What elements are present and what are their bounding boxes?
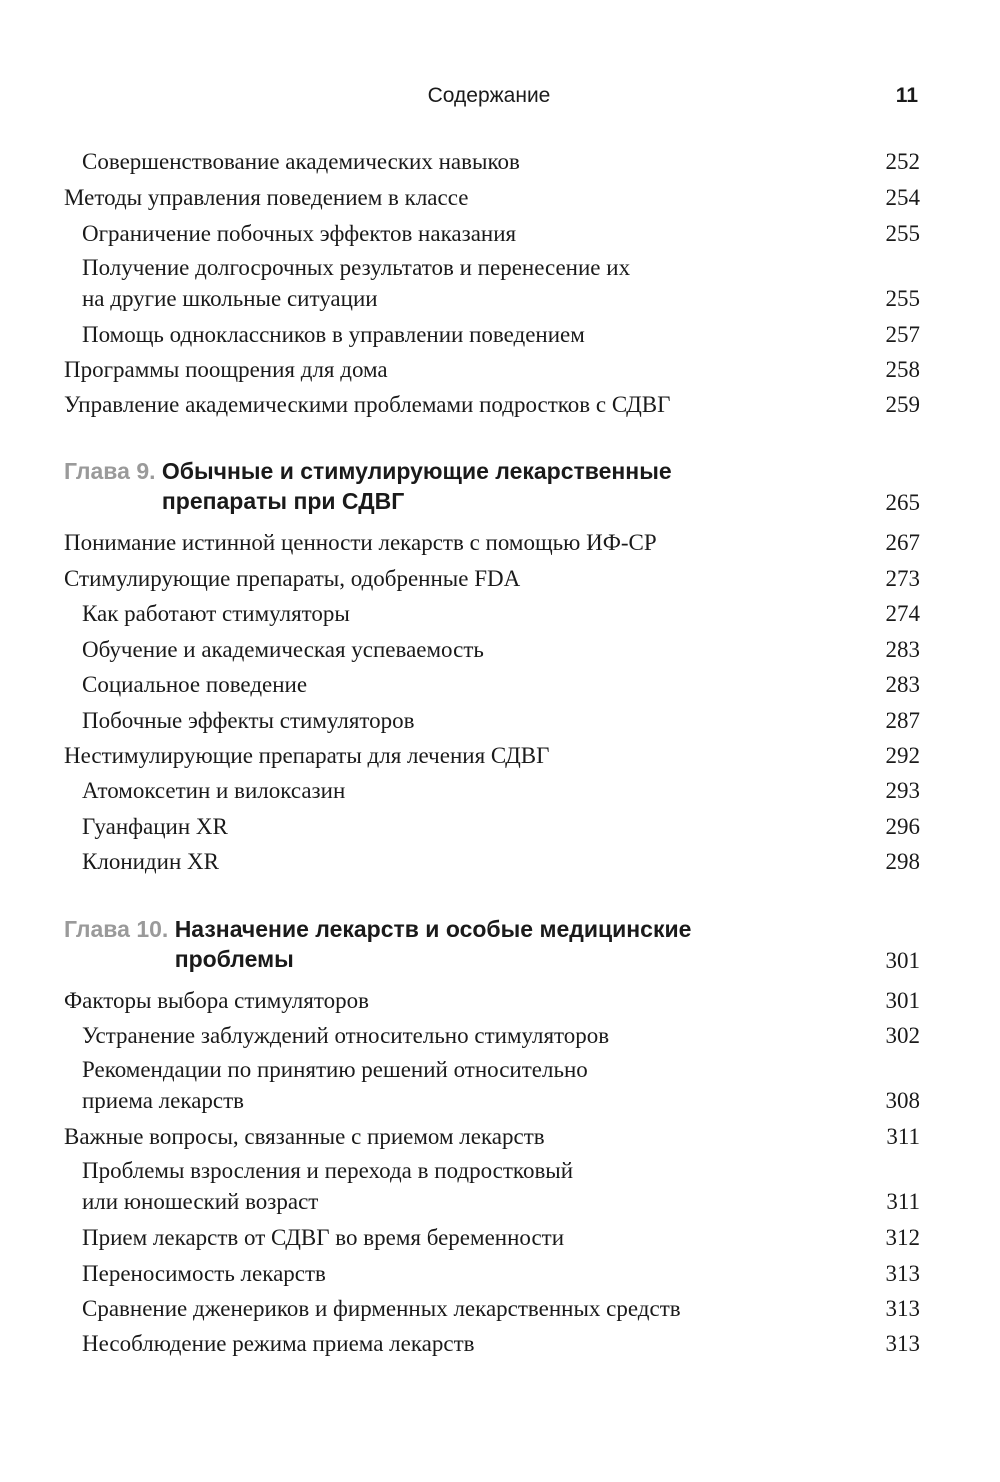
toc-entry-page: 252 bbox=[885, 149, 920, 174]
toc-entry-page: 293 bbox=[885, 778, 920, 803]
toc-entry-title: Совершенствование академических навыков bbox=[82, 149, 520, 174]
toc-entry-page: 254 bbox=[885, 185, 920, 210]
toc-entry-page: 296 bbox=[885, 814, 920, 839]
toc-entry-page: 273 bbox=[885, 566, 920, 591]
toc-entry-title-line1: Получение долгосрочных результатов и перенесение их bbox=[82, 255, 631, 280]
toc-entry bbox=[82, 1256, 920, 1291]
toc-entry-page: 312 bbox=[885, 1225, 920, 1250]
running-title: Содержание bbox=[427, 84, 551, 107]
toc-entry bbox=[64, 983, 920, 1018]
toc-entry bbox=[82, 216, 920, 251]
toc-entry bbox=[64, 352, 920, 387]
toc-entry-page: 255 bbox=[885, 286, 920, 311]
toc-entry-title: Прием лекарств от СДВГ во время беременности bbox=[82, 1225, 565, 1250]
toc-entry-page: 274 bbox=[885, 601, 920, 626]
toc-entry bbox=[82, 773, 920, 808]
toc-entry bbox=[82, 317, 920, 352]
toc-entry-title-line1: Рекомендации по принятию решений относительно bbox=[82, 1057, 588, 1082]
toc-entry bbox=[64, 180, 920, 215]
toc-entry bbox=[82, 144, 920, 179]
toc-entry bbox=[82, 1291, 920, 1326]
toc-entry-title: Клонидин XR bbox=[82, 849, 219, 874]
toc-entry bbox=[82, 252, 920, 314]
toc-entry-title: Побочные эффекты стимуляторов bbox=[82, 708, 415, 733]
toc-entry-title: Управление академическими проблемами подростков с СДВГ bbox=[64, 392, 671, 417]
toc-entry bbox=[82, 844, 920, 879]
toc-entry bbox=[82, 1220, 920, 1255]
toc-entry-page: 267 bbox=[885, 530, 920, 555]
toc-entry-title-line2: приема лекарств bbox=[82, 1088, 245, 1113]
toc-entry-title: Сравнение дженериков и фирменных лекарственных средств bbox=[82, 1296, 681, 1321]
chapter-page: 301 bbox=[885, 948, 920, 973]
toc-entry bbox=[64, 561, 920, 596]
toc-entry bbox=[82, 1155, 920, 1217]
toc-entry-title: Факторы выбора стимуляторов bbox=[64, 988, 369, 1013]
toc-entry-title-line1: Проблемы взросления и перехода в подростковый bbox=[82, 1158, 574, 1183]
chapter-page: 265 bbox=[885, 490, 920, 515]
toc-entry-title: Методы управления поведением в классе bbox=[64, 185, 469, 210]
toc-entry-title: Атомоксетин и вилоксазин bbox=[82, 778, 346, 803]
toc-entry bbox=[82, 596, 920, 631]
toc-entry-title: Помощь одноклассников в управлении поведением bbox=[82, 322, 585, 347]
toc-entry-page: 287 bbox=[885, 708, 920, 733]
toc-entry bbox=[82, 1018, 920, 1053]
chapter-label: Глава 10. bbox=[64, 916, 169, 942]
toc-entry-title: Гуанфацин XR bbox=[82, 814, 228, 839]
toc-entry bbox=[64, 387, 920, 422]
toc-entry bbox=[64, 525, 920, 560]
chapter-title-line1: Назначение лекарств и особые медицинские bbox=[174, 916, 692, 942]
toc-entry-page: 302 bbox=[885, 1023, 920, 1048]
toc-entry-page: 283 bbox=[885, 672, 920, 697]
toc-entry bbox=[82, 632, 920, 667]
toc-entry-title: Ограничение побочных эффектов наказания bbox=[82, 221, 517, 246]
toc-entry-page: 313 bbox=[885, 1331, 920, 1356]
toc-entry-page: 313 bbox=[885, 1261, 920, 1286]
toc-entry-page: 298 bbox=[885, 849, 920, 874]
chapter-label: Глава 9. bbox=[64, 458, 156, 484]
toc-entry-page: 311 bbox=[886, 1124, 920, 1149]
chapter-heading bbox=[64, 456, 920, 516]
toc-entry bbox=[82, 809, 920, 844]
toc-entry-page: 308 bbox=[885, 1088, 920, 1113]
chapter-title-line1: Обычные и стимулирующие лекарственные bbox=[161, 458, 672, 484]
toc-entry-title: Стимулирующие препараты, одобренные FDA bbox=[64, 566, 521, 591]
toc-entry bbox=[82, 1326, 920, 1361]
toc-entry-title: Социальное поведение bbox=[82, 672, 308, 697]
toc-entry-title: Важные вопросы, связанные с приемом лекарств bbox=[64, 1124, 545, 1149]
toc-entry-page: 259 bbox=[885, 392, 920, 417]
chapter-title-line2: проблемы bbox=[174, 946, 294, 972]
toc-entry-title-line2: или юношеский возраст bbox=[82, 1189, 319, 1214]
toc-entry-page: 301 bbox=[885, 988, 920, 1013]
chapter-heading bbox=[64, 914, 920, 974]
toc-entry bbox=[82, 667, 920, 702]
toc-entry-page: 292 bbox=[885, 743, 920, 768]
toc-entry-page: 257 bbox=[885, 322, 920, 347]
toc-entry bbox=[64, 738, 920, 773]
chapter-title-line2: препараты при СДВГ bbox=[161, 488, 405, 514]
toc-entry-page: 311 bbox=[886, 1189, 920, 1214]
toc-entry-title: Как работают стимуляторы bbox=[82, 601, 350, 626]
toc-entry bbox=[82, 703, 920, 738]
toc-entry-page: 313 bbox=[885, 1296, 920, 1321]
toc-entry-title: Переносимость лекарств bbox=[82, 1261, 326, 1286]
toc-entry-page: 258 bbox=[885, 357, 920, 382]
page-number: 11 bbox=[895, 84, 918, 107]
toc-entry bbox=[64, 1119, 920, 1154]
toc-entry-page: 283 bbox=[885, 637, 920, 662]
toc-entry bbox=[82, 1054, 920, 1116]
toc-entry-page: 255 bbox=[885, 221, 920, 246]
toc-entry-title: Устранение заблуждений относительно стимуляторов bbox=[82, 1023, 610, 1048]
toc-entry-title: Программы поощрения для дома bbox=[64, 357, 388, 382]
toc-entry-title: Обучение и академическая успеваемость bbox=[82, 637, 484, 662]
toc-entry-title: Нестимулирующие препараты для лечения СДВГ bbox=[64, 743, 550, 768]
toc-entry-title: Несоблюдение режима приема лекарств bbox=[82, 1331, 475, 1356]
toc-entry-title: Понимание истинной ценности лекарств с помощью ИФ-СР bbox=[64, 530, 657, 555]
toc-entry-title-line2: на другие школьные ситуации bbox=[82, 286, 378, 311]
